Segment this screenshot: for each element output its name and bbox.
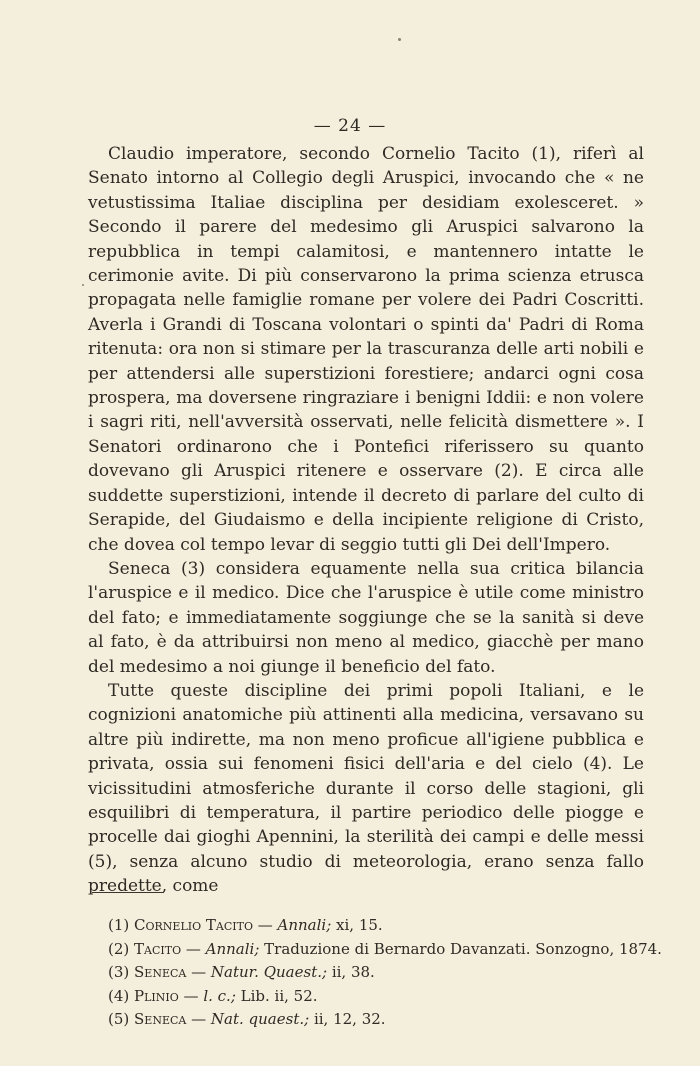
footnote-number: (1)	[108, 916, 130, 934]
paper-speck	[398, 38, 401, 41]
footnote-separator: —	[178, 986, 204, 1005]
paragraph-1: Claudio imperatore, secondo Cornelio Tacito (1), riferì al Senato intorno al Collegio degli Aruspici, invocando che « ne vetustissima Italiae disciplina per desidiam exolesceret. » Secondo il parere del medesimo gli Aruspici salvarono la repubblica in tempi calamitosi, e mantennero intatte le cerimonie avite. Di più conservarono la prima scienza etrusca propagata nelle famiglie romane per volere dei Padri Coscritti. Averla i Grandi di Toscana volontari o spinti da' Padri di Roma ritenuta: ora non si stimare per la trascuranza delle arti nobili e per attendersi alle superstizioni forestiere; andarci ogni cosa prospera, ma doversene ringraziare i benigni Iddii: e non volere i sagri riti, nell'avversità osservati, nelle felicità dismettere ». I Senatori ordinarono che i Pontefici riferissero su quanto dovevano gli Aruspici ritenere e osservare (2). E circa alle suddette superstizioni, intende il decreto di parlare del culto di Serapide, del Giudaismo e della incipiente religione di Cristo, che dovea col tempo levar di seggio tutti gli Dei dell'Impero.	[88, 144, 644, 555]
footnote-work: Annali;	[277, 916, 332, 934]
body-text	[88, 142, 644, 899]
footnote-separator: —	[252, 916, 278, 934]
footnote-reference: Lib. ii, 52.	[235, 986, 318, 1005]
footnote-author: Cornelio Tacito	[134, 916, 253, 934]
footnote-author: Plinio	[134, 986, 179, 1005]
footnote-author: Seneca	[134, 1010, 187, 1028]
footnote-4	[108, 985, 668, 1009]
footnote-work: Nat. quaest.;	[210, 1010, 310, 1028]
footnote-separator: —	[186, 963, 211, 981]
footnote-author: Tacito	[134, 939, 182, 958]
footnote-reference: Traduzione di Bernardo Davanzati. Sonzogno, 1874.	[259, 939, 662, 958]
footnote-number: (4)	[108, 986, 130, 1005]
footnote-separator: —	[186, 1010, 211, 1028]
footnote-work: l. c.;	[203, 986, 236, 1005]
footnote-3	[108, 961, 668, 985]
footnote-author: Seneca	[134, 963, 187, 981]
footnote-1	[108, 914, 668, 938]
footnote-work: Annali;	[205, 939, 260, 958]
footnote-reference: ii, 12, 32.	[309, 1010, 386, 1028]
footnote-5	[108, 1008, 668, 1032]
footnote-separator: —	[181, 939, 206, 958]
footnote-number: (3)	[108, 963, 130, 981]
footnote-number: (5)	[108, 1010, 130, 1028]
footnote-divider	[92, 892, 164, 893]
footnotes	[108, 914, 668, 1032]
footnote-number: (2)	[108, 939, 130, 958]
paragraph-2: Seneca (3) considera equamente nella sua critica bilancia l'aruspice e il medico. Dice che l'aruspice è utile come ministro del fato; e immediatamente soggiunge che se la sanità si deve al fato, è da attribuirsi non meno al medico, giacchè per mano del medesimo a noi giunge il beneficio del fato.	[88, 558, 644, 677]
footnote-2	[108, 938, 668, 962]
paper-speck	[82, 284, 84, 286]
paragraph-3: Tutte queste discipline dei primi popoli Italiani, e le cognizioni anatomiche più attinenti alla medicina, versavano su altre più indirette, ma non meno proficue all'igiene pubblica e privata, ossia sui fenomeni fisici dell'aria e del cielo (4). Le vicissitudini atmosferiche durante il corso delle stagioni, gli esquilibri di temperatura, il partire periodico delle piogge e procelle dai gioghi Apennini, la sterilità dei campi e delle messi (5), senza alcuno studio di meteorologia, erano senza fallo predette, come	[88, 680, 644, 897]
footnote-work: Natur. Quaest.;	[210, 963, 328, 981]
footnote-reference: ii, 38.	[327, 963, 375, 981]
page-number: — 24 —	[313, 116, 387, 136]
footnote-reference: xi, 15.	[331, 916, 383, 934]
